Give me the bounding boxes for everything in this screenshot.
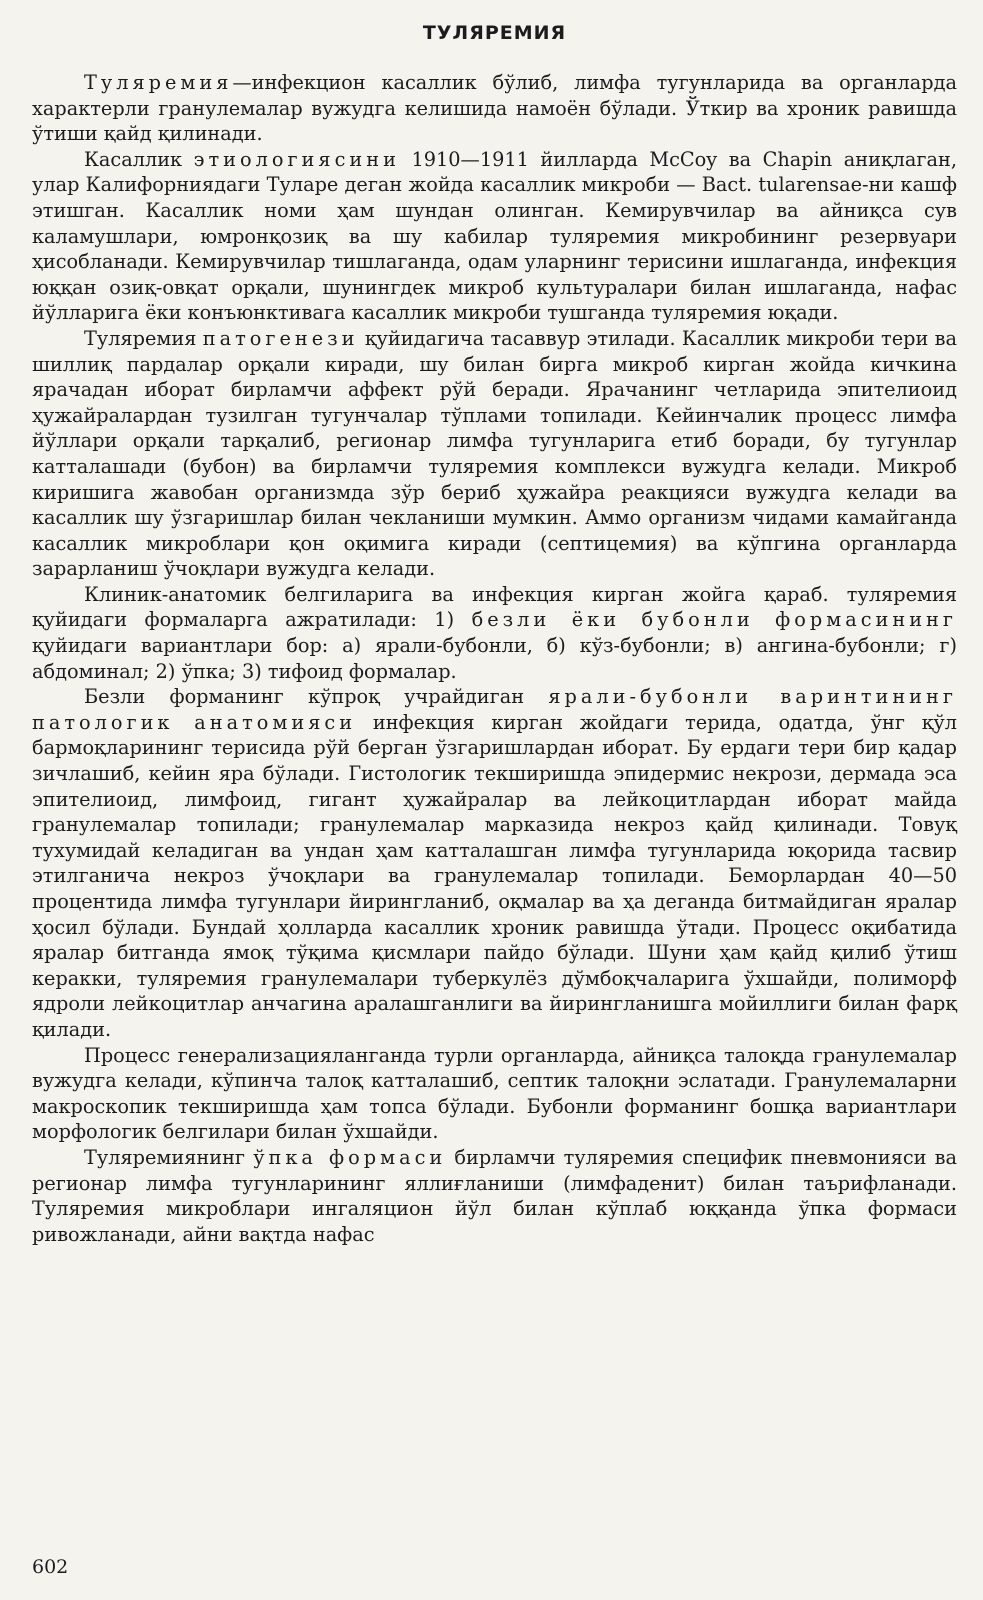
paragraph-generalization: Процесс генерализацияланганда турли органларда, айниқса талоқда гранулемалар вужудга келади, кўпинча талоқ катталашиб, септик талоқни эслатади. Гранулемаларни макроскопик текширишда ҳам топса бўлади. Бубонли форманинг бошқа вариантлари морфологик белгилари билан ўхшайди. xyxy=(32,1043,957,1144)
term-etiology: этиологиясини xyxy=(193,147,400,171)
term-pulmonary-form: ўпка формаси xyxy=(253,1145,447,1169)
paragraph-ulceroglandular: Безли форманинг кўпроқ учрайдиган ярали-бубонли варинтининг патологик анатомияси инфекция кирган жойдаги терида, одатда, ўнг қўл бармоқларининг терисида рўй берган ўзгаришлардан иборат. Бу ердаги тери бир қадар зичлашиб, кейин яра бўлади. Гистологик текширишда эпидермис некрози, дермада эса эпителиоид, лимфоид, гигант ҳужайралар ва лейкоцитлардан иборат майда гранулемалар топилади; гранулемалар марказида некроз қайд қилинади. Товуқ тухумидай келадиган ва ундан ҳам катталашган лимфа тугунларида юқорида тасвир этилганича некроз ўчоқлари ва гранулемалар топилади. Беморлардан 40—50 процентида лимфа тугунлари йирингланиб, оқмалар ва ҳа деганда битмайдиган яралар ҳосил бўлади. Бундай ҳолларда касаллик хроник равишда ўтади. Процесс оқибатида яралар битганда ямоқ тўқима қисмлари пайдо бўлади. Шуни ҳам қайд қилиб ўтиш керакки, туляремия гранулемалари туберкулёз дўмбоқчаларига ўхшайди, полиморф ядроли лейкоцитлар анчагина аралашганлиги ва йирингланишга мойиллиги билан фарқ қилади. xyxy=(32,685,957,1041)
paragraph-clinical-forms: Клиник-анатомик белгиларига ва инфекция кирган жойга қараб. туляремия қуйидаги формаларга ажратилади: 1) безли ёки бубонли формасининг қуйидаги вариантлари бор: а) ярали-бубонли, б) кўз-бубонли; в) ангина-бубонли; г) абдоминал; 2) ўпка; 3) тифоид формалар. xyxy=(32,582,958,683)
article-body xyxy=(32,70,957,1247)
paragraph-definition: Туляремия—инфекцион касаллик бўлиб, лимфа тугунларида ва органларда характерли гранулемалар вужудга келишида намоён бўлади. Ўткир ва хроник равишда ўтиши қайд қилинади. xyxy=(32,71,957,146)
term-tularemia: Туляремия xyxy=(84,71,233,94)
paragraph-pulmonary: Туляремиянинг ўпка формаси бирламчи туляремия специфик пневмонияси ва регионар лимфа тугунларининг яллиғланиши (лимфаденит) билан таърифланади. Туляремия микроблари ингаляцион йўл билан кўплаб юққанда ўпка формаси ривожланади, айни вақтда нафас xyxy=(32,1145,957,1246)
paragraph-pathogenesis: Туляремия патогенези қуйидагича тасаввур этилади. Касаллик микроби тери ва шиллиқ пардалар орқали киради, шу билан бирга микроб кирган жойда кичкина ярачадан иборат бирламчи аффект рўй беради. Ярачанинг четларида эпителиоид ҳужайралардан тузилган тугунчалар тўплами топилади. Кейинчалик процесс лимфа йўллари орқали тарқалиб, регионар лимфа тугунларига етиб боради, бу тугунлар катталашади (бубон) ва бирламчи туляремия комплекси вужудга келади. Микроб киришига жавобан организмда зўр бериб ҳужайра реакцияси вужудга келади ва касаллик шу ўзгаришлар билан чекланиши мумкин. Аммо организм чидами камайганда касаллик микроблари қон оқимига киради (септицемия) ва кўпгина органларда зарарланиш ўчоқлари вужудга келади. xyxy=(32,326,957,581)
term-pathogenesis: патогенези xyxy=(202,326,359,350)
term-ulceroglandular-anatomy: ярали-бубонли варинтининг патологик анатомияси xyxy=(32,685,957,734)
paragraph-etiology: Касаллик этиологиясини 1910—1911 йилларда McCoy ва Chapin аниқлаган, улар Калифорниядаги Туларе деган жойда касаллик микроби — Bact. tularensae-ни кашф этишган. Касаллик номи ҳам шундан олинган. Кемирувчилар ва айниқса сув каламушлари, юмронқозиқ ва шу кабилар туляремия микробининг резервуари ҳисобланади. Кемирувчилар тишлаганда, одам уларнинг терисини ишлаганда, инфекция юққан озиқ-овқат орқали, шунингдек микроб культуралари билан ишлаганда, нафас йўлларига ёки конъюнктивага касаллик микроби тушганда туляремия юқади. xyxy=(32,147,957,325)
page-number: 602 xyxy=(32,1556,69,1578)
page-title: ТУЛЯРЕМИЯ xyxy=(422,22,567,44)
term-glandular-form: безли ёки бубонли формасининг xyxy=(471,608,958,632)
